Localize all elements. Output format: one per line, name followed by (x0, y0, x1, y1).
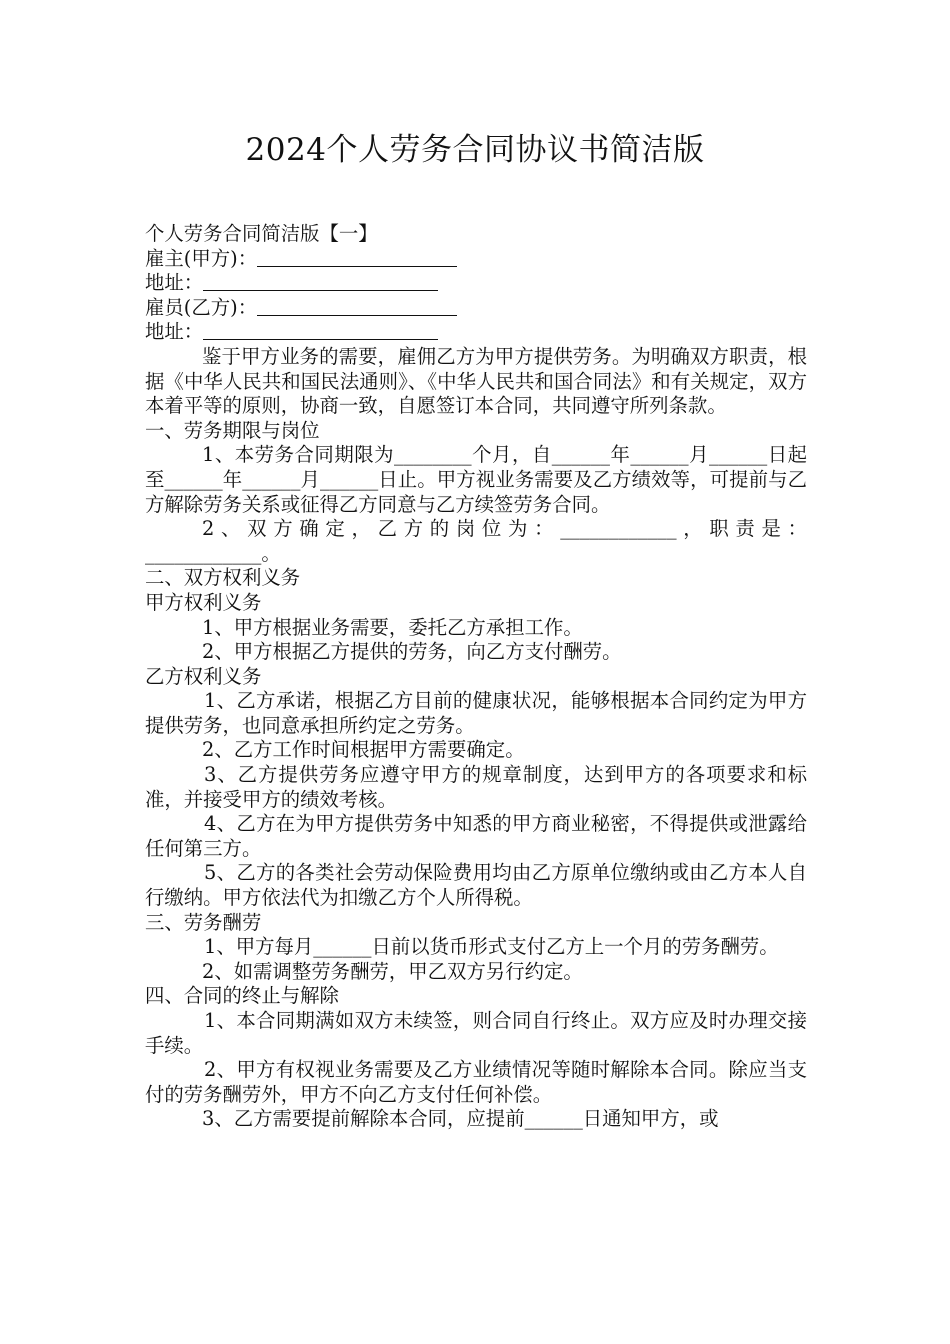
party-a-rights-title: 甲方权利义务 (145, 590, 262, 614)
section-1-title: 一、劳务期限与岗位 (145, 418, 320, 442)
section-3-title: 三、劳务酬劳 (145, 910, 262, 934)
party-b-clause-3: 3、乙方提供劳务应遵守甲方的规章制度，达到甲方的各项要求和标准，并接受甲方的绩效考核。 (145, 763, 807, 811)
section-1-clause-2: 2、双方确定，乙方的岗位为：____________，职责是：____________。 (145, 517, 807, 565)
party-a-clause-2: 2、甲方根据乙方提供的劳务，向乙方支付酬劳。 (202, 640, 622, 664)
employer-line (145, 247, 807, 272)
page-title: 2024个人劳务合同协议书简洁版 (245, 132, 705, 168)
address2-blank (203, 321, 438, 340)
section-3-clause-1: 1、甲方每月______日前以货币形式支付乙方上一个月的劳务酬劳。 (204, 935, 779, 959)
section-4-title: 四、合同的终止与解除 (145, 984, 339, 1008)
employer-blank (257, 248, 457, 267)
party-b-clause-5: 5、乙方的各类社会劳动保险费用均由乙方原单位缴纳或由乙方本人自行缴纳。甲方依法代为扣缴乙方个人所得税。 (145, 861, 807, 910)
section-3-clause-2: 2、如需调整劳务酬劳，甲乙双方另行约定。 (202, 959, 583, 983)
section-heading: 个人劳务合同简洁版【一】 (145, 222, 378, 245)
section-4-clause-1: 1、本合同期满如双方未续签，则合同自行终止。双方应及时办理交接手续。 (145, 1009, 807, 1057)
intro-paragraph: 鉴于甲方业务的需要，雇佣乙方为甲方提供劳务。为明确双方职责，根据《中华人民共和国民法通则》、《中华人民共和国合同法》和有关规定，双方本着平等的原则，协商一致，自愿签订本合同，共同遵守所列条款。 (145, 344, 807, 418)
party-b-rights-title: 乙方权利义务 (145, 664, 262, 688)
party-b-clause-4: 4、乙方在为甲方提供劳务中知悉的甲方商业秘密，不得提供或泄露给任何第三方。 (145, 812, 807, 860)
employer-label: 雇主(甲方)： (145, 246, 258, 270)
employee-blank (257, 297, 457, 316)
address-blank (203, 272, 438, 291)
address-label: 地址： (145, 271, 204, 295)
section-4-clause-3: 3、乙方需要提前解除本合同，应提前______日通知甲方，或 (202, 1107, 719, 1131)
section-1-clause-1: 1、本劳务合同期限为________个月，自______年______月______日起至______年______月______日止。甲方视业务需要及乙方绩效等，可提前与乙方解除劳务关系或征得乙方同意与乙方续签劳务合同。 (145, 443, 807, 516)
section-2-title: 二、双方权利义务 (145, 566, 301, 590)
section-4-clause-2: 2、甲方有权视业务需要及乙方业绩情况等随时解除本合同。除应当支付的劳务酬劳外，甲方不向乙方支付任何补偿。 (145, 1058, 807, 1106)
party-a-clause-1: 1、甲方根据业务需要，委托乙方承担工作。 (202, 615, 583, 639)
party-b-clause-1: 1、乙方承诺，根据乙方目前的健康状况，能够根据本合同约定为甲方提供劳务，也同意承担所约定之劳务。 (145, 689, 807, 737)
address2-line (145, 320, 807, 345)
address-line (145, 271, 807, 296)
party-b-clause-2: 2、乙方工作时间根据甲方需要确定。 (202, 738, 525, 762)
address2-label: 地址： (145, 320, 204, 344)
employee-line (145, 296, 807, 321)
document-body (145, 222, 807, 1132)
employee-label: 雇员(乙方)： (145, 295, 258, 319)
